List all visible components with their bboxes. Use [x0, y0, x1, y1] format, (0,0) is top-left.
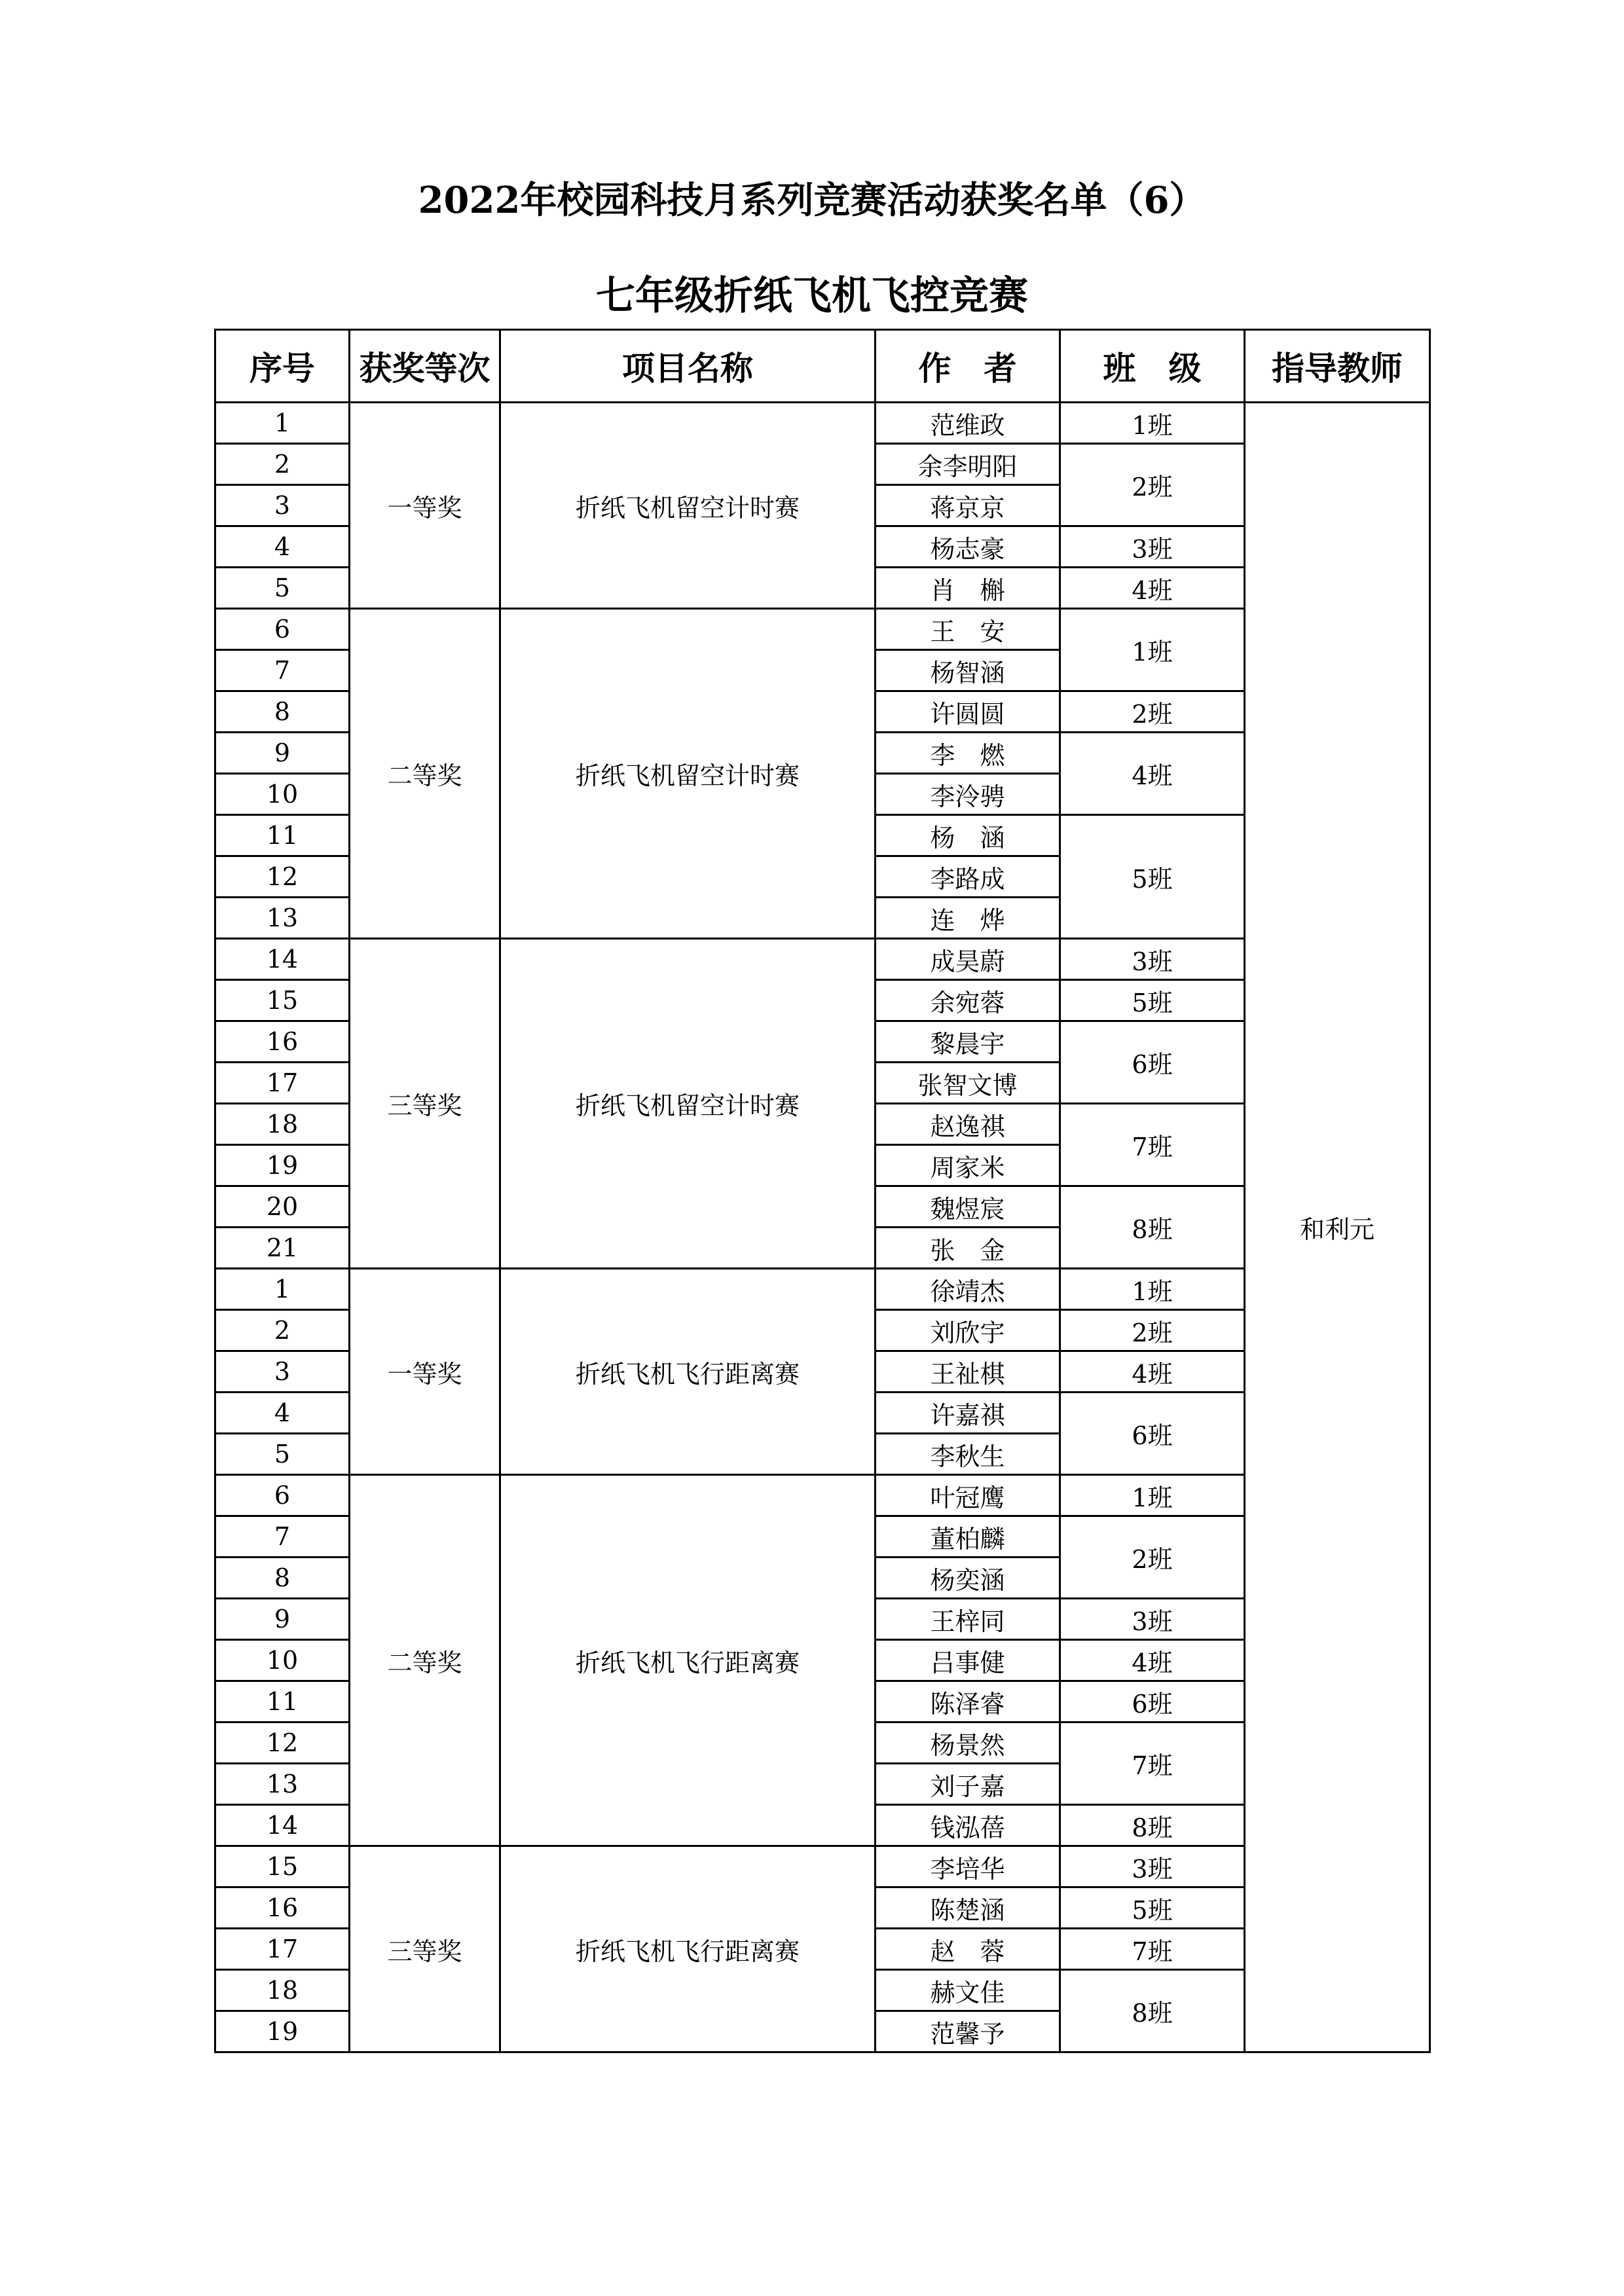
project-name-cell: 折纸飞机飞行距离赛: [500, 1846, 876, 2052]
serial-number-cell: 7: [215, 650, 350, 691]
serial-number-cell: 9: [215, 1599, 350, 1640]
author-cell: 黎晨宇: [876, 1021, 1060, 1063]
author-cell: 杨奕涵: [876, 1558, 1060, 1599]
serial-number-cell: 7: [215, 1516, 350, 1558]
header-class: 班 级: [1060, 330, 1245, 403]
header-row: [215, 330, 1430, 403]
class-cell: 2班: [1060, 444, 1245, 526]
serial-number-cell: 19: [215, 2011, 350, 2052]
table-body: [215, 403, 1430, 2052]
author-cell: 王 安: [876, 609, 1060, 650]
author-cell: 张智文博: [876, 1063, 1060, 1104]
author-cell: 陈楚涵: [876, 1887, 1060, 1929]
serial-number-cell: 11: [215, 815, 350, 856]
author-cell: 连 烨: [876, 898, 1060, 939]
serial-number-cell: 5: [215, 568, 350, 609]
serial-number-cell: 6: [215, 1475, 350, 1516]
author-cell: 董柏麟: [876, 1516, 1060, 1558]
header-award-level: 获奖等次: [350, 330, 500, 403]
header-serial-number: 序号: [215, 330, 350, 403]
serial-number-cell: 18: [215, 1104, 350, 1145]
class-cell: 3班: [1060, 1599, 1245, 1640]
class-cell: 2班: [1060, 691, 1245, 733]
serial-number-cell: 4: [215, 1393, 350, 1434]
serial-number-cell: 9: [215, 733, 350, 774]
project-name-cell: 折纸飞机留空计时赛: [500, 939, 876, 1269]
author-cell: 钱泓蓓: [876, 1805, 1060, 1846]
author-cell: 李 燃: [876, 733, 1060, 774]
serial-number-cell: 18: [215, 1970, 350, 2011]
author-cell: 吕事健: [876, 1640, 1060, 1681]
serial-number-cell: 13: [215, 1764, 350, 1805]
award-level-cell: 二等奖: [350, 1475, 500, 1846]
award-level-cell: 二等奖: [350, 609, 500, 939]
class-cell: 5班: [1060, 815, 1245, 939]
author-cell: 李秋生: [876, 1434, 1060, 1475]
author-cell: 范维政: [876, 403, 1060, 444]
class-cell: 2班: [1060, 1516, 1245, 1599]
class-cell: 8班: [1060, 1970, 1245, 2052]
class-cell: 4班: [1060, 1640, 1245, 1681]
serial-number-cell: 2: [215, 1310, 350, 1351]
class-cell: 5班: [1060, 980, 1245, 1021]
author-cell: 杨智涵: [876, 650, 1060, 691]
author-cell: 赵逸祺: [876, 1104, 1060, 1145]
class-cell: 4班: [1060, 568, 1245, 609]
serial-number-cell: 14: [215, 1805, 350, 1846]
author-cell: 余李明阳: [876, 444, 1060, 485]
serial-number-cell: 15: [215, 980, 350, 1021]
author-cell: 肖 槲: [876, 568, 1060, 609]
author-cell: 刘子嘉: [876, 1764, 1060, 1805]
serial-number-cell: 6: [215, 609, 350, 650]
award-level-cell: 一等奖: [350, 1269, 500, 1475]
instructor-cell: 和利元: [1245, 403, 1430, 2052]
author-cell: 许圆圆: [876, 691, 1060, 733]
author-cell: 徐靖杰: [876, 1269, 1060, 1310]
serial-number-cell: 2: [215, 444, 350, 485]
serial-number-cell: 21: [215, 1228, 350, 1269]
author-cell: 陈泽睿: [876, 1681, 1060, 1722]
project-name-cell: 折纸飞机留空计时赛: [500, 403, 876, 609]
serial-number-cell: 1: [215, 1269, 350, 1310]
class-cell: 7班: [1060, 1929, 1245, 1970]
header-project-name: 项目名称: [500, 330, 876, 403]
table-row: [215, 403, 1430, 444]
class-cell: 1班: [1060, 1269, 1245, 1310]
class-cell: 2班: [1060, 1310, 1245, 1351]
document-subtitle: 七年级折纸飞机飞控竞赛: [596, 273, 1028, 319]
author-cell: 杨景然: [876, 1722, 1060, 1764]
class-cell: 6班: [1060, 1393, 1245, 1475]
author-cell: 李泠骋: [876, 774, 1060, 815]
author-cell: 叶冠鹰: [876, 1475, 1060, 1516]
serial-number-cell: 3: [215, 1351, 350, 1393]
award-level-cell: 一等奖: [350, 403, 500, 609]
serial-number-cell: 16: [215, 1021, 350, 1063]
author-cell: 李路成: [876, 856, 1060, 898]
author-cell: 杨 涵: [876, 815, 1060, 856]
class-cell: 3班: [1060, 526, 1245, 568]
serial-number-cell: 10: [215, 774, 350, 815]
author-cell: 王梓同: [876, 1599, 1060, 1640]
document-title: 2022年校园科技月系列竞赛活动获奖名单（6）: [418, 179, 1206, 222]
author-cell: 周家米: [876, 1145, 1060, 1186]
project-name-cell: 折纸飞机飞行距离赛: [500, 1269, 876, 1475]
serial-number-cell: 19: [215, 1145, 350, 1186]
author-cell: 张 金: [876, 1228, 1060, 1269]
header-instructor: 指导教师: [1245, 330, 1430, 403]
serial-number-cell: 13: [215, 898, 350, 939]
class-cell: 3班: [1060, 939, 1245, 980]
project-name-cell: 折纸飞机飞行距离赛: [500, 1475, 876, 1846]
awards-table: [214, 329, 1431, 2053]
serial-number-cell: 4: [215, 526, 350, 568]
class-cell: 8班: [1060, 1186, 1245, 1269]
class-cell: 8班: [1060, 1805, 1245, 1846]
author-cell: 王祉棋: [876, 1351, 1060, 1393]
author-cell: 蒋京京: [876, 485, 1060, 526]
author-cell: 赫文佳: [876, 1970, 1060, 2011]
serial-number-cell: 1: [215, 403, 350, 444]
class-cell: 7班: [1060, 1104, 1245, 1186]
author-cell: 刘欣宇: [876, 1310, 1060, 1351]
serial-number-cell: 3: [215, 485, 350, 526]
serial-number-cell: 14: [215, 939, 350, 980]
author-cell: 余宛蓉: [876, 980, 1060, 1021]
serial-number-cell: 8: [215, 1558, 350, 1599]
serial-number-cell: 15: [215, 1846, 350, 1887]
serial-number-cell: 10: [215, 1640, 350, 1681]
serial-number-cell: 17: [215, 1929, 350, 1970]
author-cell: 杨志豪: [876, 526, 1060, 568]
author-cell: 魏煜宸: [876, 1186, 1060, 1228]
class-cell: 4班: [1060, 1351, 1245, 1393]
class-cell: 5班: [1060, 1887, 1245, 1929]
class-cell: 4班: [1060, 733, 1245, 815]
serial-number-cell: 5: [215, 1434, 350, 1475]
class-cell: 3班: [1060, 1846, 1245, 1887]
class-cell: 6班: [1060, 1681, 1245, 1722]
class-cell: 1班: [1060, 1475, 1245, 1516]
serial-number-cell: 12: [215, 856, 350, 898]
award-level-cell: 三等奖: [350, 939, 500, 1269]
class-cell: 1班: [1060, 609, 1245, 691]
serial-number-cell: 20: [215, 1186, 350, 1228]
serial-number-cell: 17: [215, 1063, 350, 1104]
project-name-cell: 折纸飞机留空计时赛: [500, 609, 876, 939]
class-cell: 6班: [1060, 1021, 1245, 1104]
award-level-cell: 三等奖: [350, 1846, 500, 2052]
author-cell: 范馨予: [876, 2011, 1060, 2052]
serial-number-cell: 16: [215, 1887, 350, 1929]
serial-number-cell: 8: [215, 691, 350, 733]
header-author: 作 者: [876, 330, 1060, 403]
class-cell: 1班: [1060, 403, 1245, 444]
class-cell: 7班: [1060, 1722, 1245, 1805]
author-cell: 赵 蓉: [876, 1929, 1060, 1970]
author-cell: 李培华: [876, 1846, 1060, 1887]
serial-number-cell: 11: [215, 1681, 350, 1722]
author-cell: 许嘉祺: [876, 1393, 1060, 1434]
author-cell: 成昊蔚: [876, 939, 1060, 980]
serial-number-cell: 12: [215, 1722, 350, 1764]
